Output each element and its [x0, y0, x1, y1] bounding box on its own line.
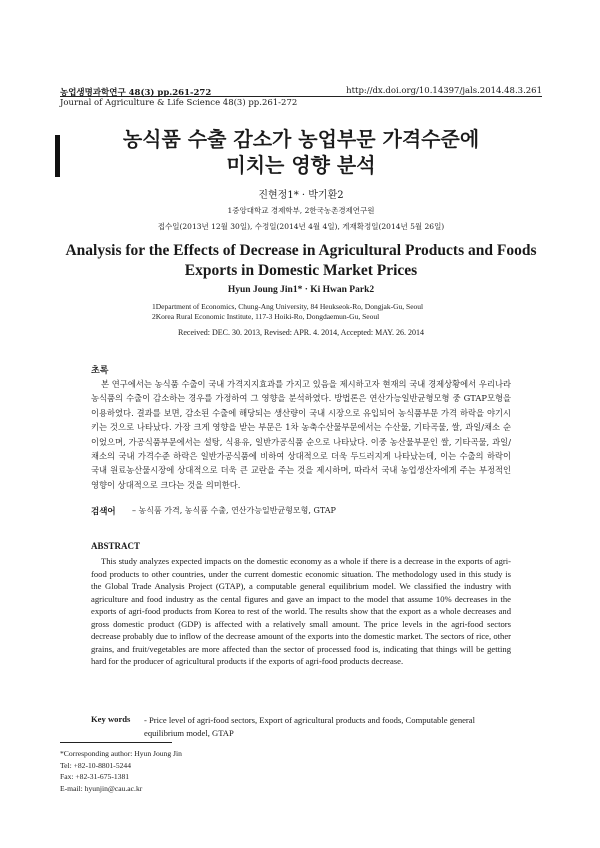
journal-header-en: Journal of Agriculture & Life Science 48(3) pp.261-272 — [60, 98, 298, 108]
doi-link[interactable]: http://dx.doi.org/10.14397/jals.2014.48.3.261 — [346, 86, 542, 96]
abstract-ko-body: 본 연구에서는 농식품 수출이 국내 가격지지효과를 가지고 있음을 제시하고자 현재의 국내 경제상황에서 우리나라 농식품의 수출이 감소하는 경우를 가정하여 그 영향을 분석하였다. 방법론은 연산가능일반균형모형 중 GTAP모형을 이용하였다. 결과를 보면, 감소된 수출에 해당되는 생산량이 국내 시장으로 유입되어 농식품부문 가격 하락을 야기시키는 것으로 나타났다. 가장 크게 영향을 받는 부문은 1차 농축수산물부문에서는 수산물, 기타곡물, 쌀, 과일/채소 순이었으며, 가공식품부문에서는 설탕, 식용유, 일반가공식품 순으로 나타났다. 이중 농산물부문인 쌀, 기타곡물, 과일/채소의 국내 가격수준 하락은 일반가공식품에 비하여 상대적으로 더욱 두드러지게 나타났는데, 이는 수출의 하락이 국내 원료농산물시장에 상대적으로 더욱 큰 교란을 주는 것을 제시하며, 따라서 국내 농업생산자에게 주는 부정적인 영향이 상대적으로 크다는 것을 의미한다. — [91, 379, 511, 490]
affiliation-en-line1: 1Department of Economics, Chung-Ang University, 84 Heukseok-Ro, Dongjak-Gu, Seoul — [152, 302, 424, 311]
journal-header-ko: 농업생명과학연구 48(3) pp.261-272 — [60, 88, 212, 98]
authors-ko: 진현정1* · 박기환2 — [258, 190, 344, 201]
affiliation-ko: 1중앙대학교 경제학부, 2한국농촌경제연구원 — [227, 206, 375, 215]
keywords-en-label: Key words — [91, 714, 131, 724]
abstract-en-heading: ABSTRACT — [91, 541, 141, 551]
footnote — [60, 748, 182, 794]
corresponding-author: *Corresponding author: Hyun Joung Jin — [60, 749, 182, 758]
received-dates-ko: 접수일(2013년 12월 30일), 수정일(2014년 4월 4일), 게재확정일(2014년 5월 26일) — [157, 222, 445, 231]
affiliation-en — [152, 302, 423, 322]
received-dates-en: Received: DEC. 30. 2013, Revised: APR. 4. 2014, Accepted: MAY. 26. 2014 — [178, 328, 424, 337]
fax: Fax: +82-31-675-1381 — [60, 772, 130, 781]
abstract-ko-heading: 초록 — [91, 366, 109, 376]
tel: Tel: +82-10-8801-5244 — [60, 760, 132, 770]
affiliation-en-line2: 2Korea Rural Economic Institute, 117-3 Hoiki-Ro, Dongdaemun-Gu, Seoul — [152, 312, 380, 321]
title-en-line2: Exports in Domestic Market Prices — [184, 262, 418, 279]
header-rule — [60, 96, 542, 97]
title-ko-line1: 농식품 수출 감소가 농업부문 가격수준에 — [122, 127, 480, 151]
keywords-ko-text: – 농식품 가격, 농식품 수출, 연산가능일반균형모형, GTAP — [132, 506, 336, 515]
email-link[interactable]: E-mail: hyunjin@cau.ac.kr — [60, 783, 143, 793]
abstract-en-body: This study analyzes expected impacts on the domestic economy as a whole if there is a decrease in the exports of agri-food products to other countries, under the current domestic economic situation. The methodology used in this study is the Global Trade Analysis Project (GTAP), a computable general equilibrium model. We classified the industry with agriculture and food industry as the cental figures and gave an impact to the model that assume 10% decreases in the exports of agri-food products from Korea to rest of the world. The results show that the export as a whole decreases and gross domestic product (GDP) is affected with a relatively small amount. The price levels in the agri-food sectors decrease probably due to inflow of the decrease amount of the exports into the domestic market. The sectors of rice, other grains, and fruit/vegetables are more affected than the sector of processed food is, indicating that things will be getting hard for the producer of agricultural products if the exports of agri-food products decrease. — [91, 556, 511, 667]
keywords-en-text: - Price level of agri-food sectors, Export of agricultural products and foods, Computable general equilibrium model, GTAP — [144, 715, 475, 738]
title-ko-line2: 미치는 영향 분석 — [226, 153, 376, 177]
keywords-ko-label: 검색어 — [91, 507, 116, 517]
authors-en: Hyun Joung Jin1* · Ki Hwan Park2 — [227, 285, 375, 295]
footnote-rule — [60, 742, 172, 743]
title-en-line1: Analysis for the Effects of Decrease in Agricultural Products and Foods — [65, 242, 537, 259]
